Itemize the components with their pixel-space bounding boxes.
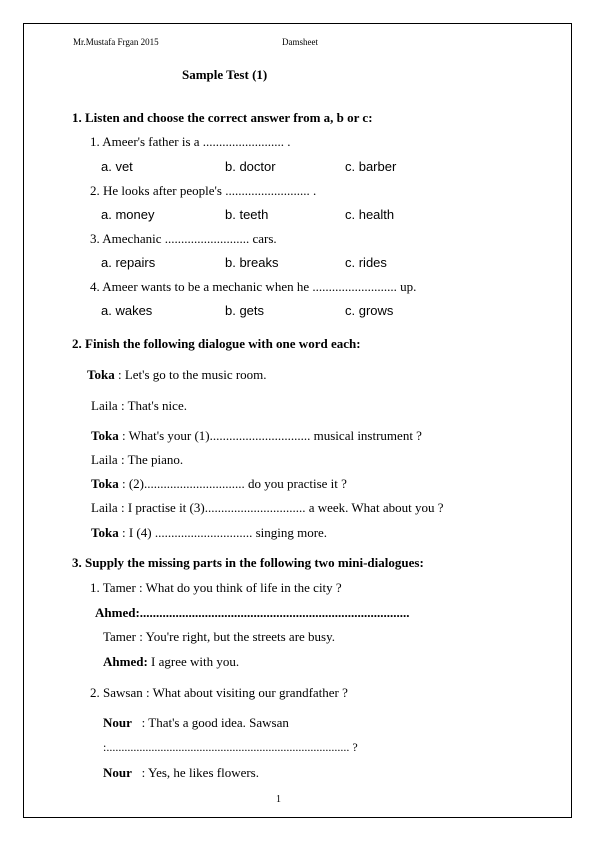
question-4: 4. Ameer wants to be a mechanic when he .......................... up.	[90, 279, 417, 294]
line-text: I agree with you.	[147, 654, 240, 669]
mini-dialogue-2-question: 2. Sawsan : What about visiting our grandfather ?	[90, 685, 348, 700]
q2-option-b: b. teeth	[225, 207, 269, 222]
line-text: : Yes, he likes flowers.	[131, 765, 259, 780]
speaker-name: Toka	[91, 525, 119, 540]
mini-dialogue-1-tamer: Tamer : You're right, but the streets are busy.	[103, 629, 336, 644]
dialogue-line-5	[91, 476, 347, 492]
q4-option-b: b. gets	[225, 303, 265, 318]
q3-option-b: b. breaks	[225, 255, 279, 270]
section2-heading: 2. Finish the following dialogue with one word each:	[72, 336, 361, 351]
speaker-name: Nour	[103, 765, 132, 780]
mini-dialogue-1-question: 1. Tamer : What do you think of life in the city ?	[90, 580, 342, 595]
mini-dialogue-1-ahmed-blank: Ahmed:...................................................................................	[95, 605, 410, 620]
line-text: Laila : I practise it (3)............................... a week. What about you ?	[91, 500, 444, 515]
q1-option-b: b. doctor	[225, 159, 276, 174]
q2-option-a: a. money	[101, 207, 155, 222]
line-text: : (2)............................... do you practise it ?	[118, 476, 347, 491]
mini-dialogue-2-nour	[103, 715, 289, 731]
speaker-name: Nour	[103, 715, 132, 730]
speaker-name: Toka	[91, 476, 119, 491]
q4-option-c: c. grows	[345, 303, 394, 318]
mini-dialogue-1-ahmed-reply	[103, 654, 239, 670]
q1-option-a: a. vet	[101, 159, 133, 174]
line-text: : What's your (1)............................... musical instrument ?	[118, 428, 422, 443]
dialogue-line-7	[91, 525, 327, 541]
dialogue-line-3	[91, 428, 422, 444]
dialogue-line-4	[91, 452, 183, 468]
section3-heading: 3. Supply the missing parts in the following two mini-dialogues:	[72, 555, 424, 570]
line-text: Laila : The piano.	[91, 452, 184, 467]
question-2: 2. He looks after people's .......................... .	[90, 183, 317, 198]
dialogue-line-6	[91, 500, 443, 516]
line-text: Laila : That's nice.	[91, 398, 187, 413]
mini-dialogue-2-blank: :................................................................................. ?	[103, 740, 358, 754]
line-text: : I (4) .............................. singing more.	[118, 525, 328, 540]
q3-option-c: c. rides	[345, 255, 387, 270]
dialogue-line-1	[87, 367, 267, 383]
dialogue-line-2	[91, 398, 187, 414]
header-sheet: Damsheet	[282, 37, 318, 47]
line-text: : That's a good idea. Sawsan	[131, 715, 289, 730]
test-title: Sample Test (1)	[182, 67, 268, 82]
question-3: 3. Amechanic .......................... cars.	[90, 231, 277, 246]
q3-option-a: a. repairs	[101, 255, 156, 270]
page-number: 1	[276, 794, 281, 805]
q4-option-a: a. wakes	[101, 303, 153, 318]
line-text: : Let's go to the music room.	[114, 367, 267, 382]
section1-heading: 1. Listen and choose the correct answer from a, b or c:	[72, 110, 373, 125]
q1-option-c: c. barber	[345, 159, 397, 174]
q2-option-c: c. health	[345, 207, 395, 222]
question-1: 1. Ameer's father is a ......................... .	[90, 134, 291, 149]
header-author: Mr.Mustafa Frgan 2015	[73, 37, 159, 47]
speaker-name: Toka	[87, 367, 115, 382]
speaker-name: Toka	[91, 428, 119, 443]
mini-dialogue-2-nour-reply	[103, 765, 259, 781]
speaker-name: Ahmed:	[103, 654, 148, 669]
